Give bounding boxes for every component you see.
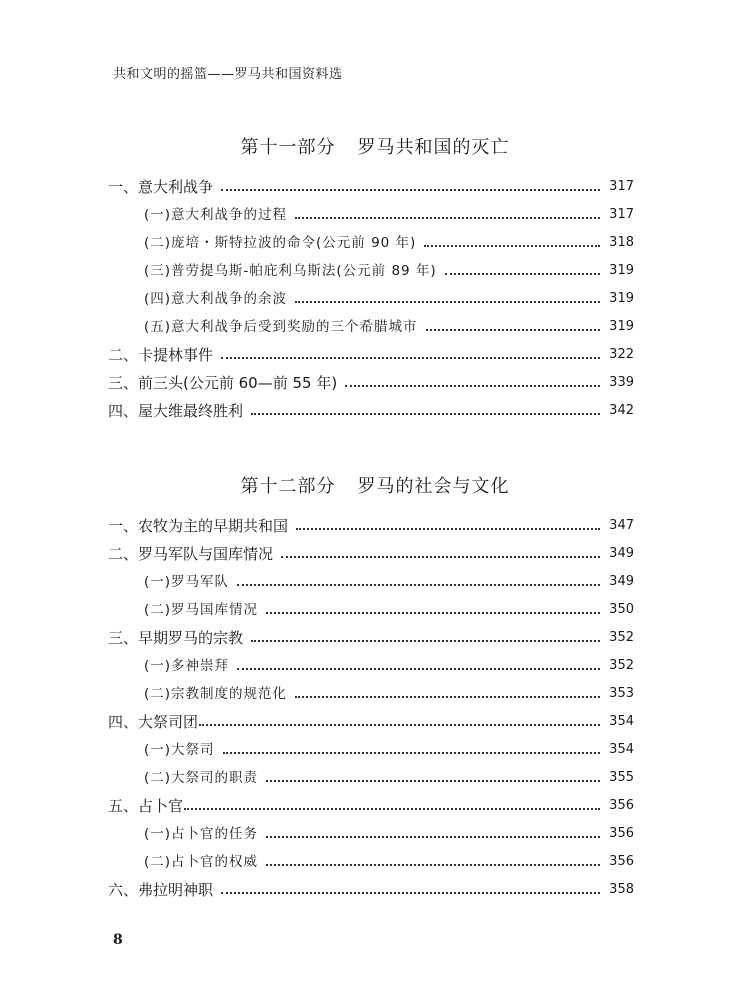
toc-entry-label: (二)大祭司的职责 <box>144 770 259 786</box>
toc-entry-label: 一、意大利战争 <box>108 178 214 196</box>
toc-entry-page: 342 <box>609 403 634 418</box>
dot-leader <box>296 528 600 530</box>
toc-entry-page: 358 <box>609 882 634 897</box>
running-header: 共和文明的摇篮——罗马共和国资料选 <box>113 67 343 82</box>
toc-entry-page: 356 <box>609 798 634 813</box>
toc-entry-page: 350 <box>609 602 634 617</box>
toc-entry-label: 一、农牧为主的早期共和国 <box>108 517 289 535</box>
toc-entry-label: 三、前三头(公元前 60—前 55 年) <box>108 374 338 392</box>
toc-entry[interactable] <box>108 795 634 815</box>
toc-subentry[interactable] <box>144 571 634 591</box>
dot-leader <box>251 640 600 642</box>
dot-leader <box>295 217 600 219</box>
toc-entry-page: 354 <box>609 714 634 729</box>
toc-entry-page: 352 <box>609 658 634 673</box>
toc-entry-page: 317 <box>609 179 634 194</box>
toc-entry-page: 322 <box>609 347 634 362</box>
toc-entry-page: 349 <box>609 574 634 589</box>
toc-entry-page: 349 <box>609 546 634 561</box>
part-title: 罗马共和国的灭亡 <box>357 137 510 158</box>
toc-entry-label: (一)多神崇拜 <box>144 658 230 674</box>
dot-leader <box>221 189 600 191</box>
dot-leader <box>426 329 600 331</box>
toc-entry-page: 355 <box>609 770 634 785</box>
dot-leader <box>199 724 600 726</box>
toc-subentry[interactable] <box>144 316 634 336</box>
dot-leader <box>221 357 600 359</box>
toc-entry-page: 353 <box>609 686 634 701</box>
toc-entry-page: 318 <box>609 235 634 250</box>
toc-entry-label: 三、早期罗马的宗教 <box>108 629 244 647</box>
part-number: 第十一部分 <box>240 137 336 158</box>
toc-entry-page: 319 <box>609 319 634 334</box>
part-title: 罗马的社会与文化 <box>357 476 510 497</box>
toc-entry-label: (四)意大利战争的余波 <box>144 291 288 307</box>
toc-entry-page: 347 <box>609 518 634 533</box>
section-title <box>0 133 750 159</box>
toc-entry-label: (一)意大利战争的过程 <box>144 207 288 223</box>
toc-entry[interactable] <box>108 344 634 364</box>
toc-entry-page: 339 <box>609 375 634 390</box>
toc-entry-label: (一)大祭司 <box>144 742 215 758</box>
dot-leader <box>237 584 600 586</box>
toc-entry-label: (一)罗马军队 <box>144 574 230 590</box>
toc-subentry[interactable] <box>144 655 634 675</box>
toc-entry-page: 319 <box>609 263 634 278</box>
dot-leader <box>266 836 600 838</box>
toc-subentry[interactable] <box>144 851 634 871</box>
toc-entry-label: (一)占卜官的任务 <box>144 826 259 842</box>
dot-leader <box>266 612 600 614</box>
dot-leader <box>295 696 600 698</box>
toc-entry-label: (二)庞培・斯特拉波的命令(公元前 90 年) <box>144 235 417 251</box>
toc-subentry[interactable] <box>144 683 634 703</box>
toc-entry[interactable] <box>108 372 634 392</box>
dot-leader <box>281 556 600 558</box>
dot-leader <box>345 385 600 387</box>
toc-entry-label: 四、大祭司团 <box>108 713 199 731</box>
toc-entry-page: 352 <box>609 630 634 645</box>
toc-subentry[interactable] <box>144 204 634 224</box>
dot-leader <box>237 668 600 670</box>
section-title <box>0 472 750 498</box>
toc-subentry[interactable] <box>144 260 634 280</box>
toc-entry[interactable] <box>108 543 634 563</box>
part-number: 第十二部分 <box>240 476 336 497</box>
dot-leader <box>266 864 600 866</box>
toc-entry[interactable] <box>108 400 634 420</box>
toc-subentry[interactable] <box>144 232 634 252</box>
toc-subentry[interactable] <box>144 767 634 787</box>
toc-entry[interactable] <box>108 176 634 196</box>
dot-leader <box>221 892 600 894</box>
toc-entry-label: 五、占卜官 <box>108 797 184 815</box>
dot-leader <box>424 245 600 247</box>
page-number: 8 <box>113 932 123 948</box>
toc-entry-label: (二)宗教制度的规范化 <box>144 686 288 702</box>
toc-entry-page: 354 <box>609 742 634 757</box>
toc-subentry[interactable] <box>144 739 634 759</box>
toc-entry-label: 二、卡提林事件 <box>108 346 214 364</box>
toc-entry-label: (三)普劳提乌斯-帕庇利乌斯法(公元前 89 年) <box>144 263 437 279</box>
toc-entry-page: 356 <box>609 854 634 869</box>
toc-subentry[interactable] <box>144 823 634 843</box>
dot-leader <box>251 413 600 415</box>
toc-entry[interactable] <box>108 627 634 647</box>
toc-entry-label: (五)意大利战争后受到奖励的三个希腊城市 <box>144 319 418 335</box>
toc-entry-label: 二、罗马军队与国库情况 <box>108 545 274 563</box>
toc-entry-label: 六、弗拉明神职 <box>108 881 214 899</box>
toc-entry-label: (二)罗马国库情况 <box>144 602 259 618</box>
toc-entry-page: 317 <box>609 207 634 222</box>
toc-entry[interactable] <box>108 515 634 535</box>
toc-subentry[interactable] <box>144 599 634 619</box>
toc-entry[interactable] <box>108 879 634 899</box>
dot-leader <box>223 752 600 754</box>
dot-leader <box>266 780 600 782</box>
toc-entry-page: 319 <box>609 291 634 306</box>
dot-leader <box>184 808 600 810</box>
toc-entry[interactable] <box>108 711 634 731</box>
toc-subentry[interactable] <box>144 288 634 308</box>
dot-leader <box>445 273 600 275</box>
toc-entry-label: 四、屋大维最终胜利 <box>108 402 244 420</box>
toc-entry-page: 356 <box>609 826 634 841</box>
dot-leader <box>295 301 600 303</box>
toc-entry-label: (二)占卜官的权威 <box>144 854 259 870</box>
